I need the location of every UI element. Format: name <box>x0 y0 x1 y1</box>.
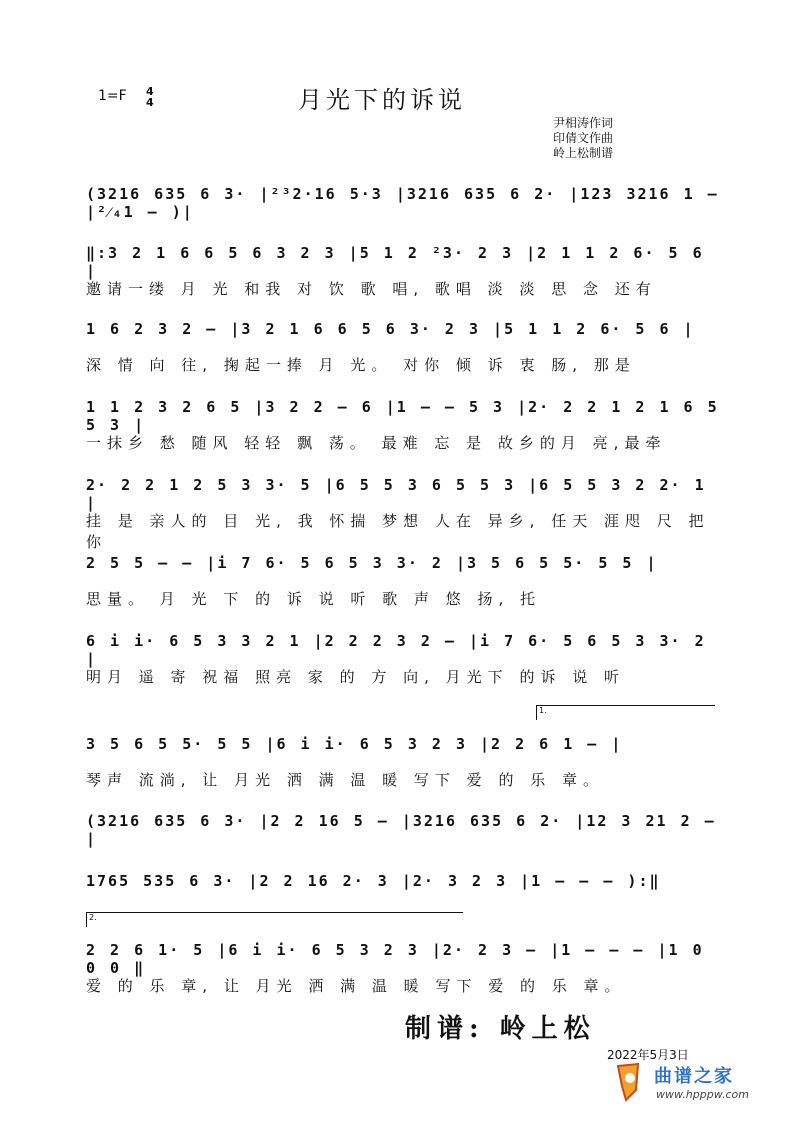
credit-composer: 印倩文作曲 <box>553 131 614 145</box>
signature: 制谱: 岭上松 <box>405 1014 596 1044</box>
lyrics: 邀请一缕 月 光 和我 对 饮 歌 唱, 歌唱 淡 淡 思 念 还有 <box>86 280 657 298</box>
volta-2: 2. <box>86 912 463 927</box>
notes: 1 6 2 3 2 – |3 2 1 6 6 5 6 3· 2 3 |5 1 1 2 6· 5 6 | <box>86 320 695 338</box>
lyrics: 挂 是 亲人的 目 光, 我 怀揣 梦想 人在 异乡, 任天 涯咫 尺 把 你 <box>86 512 710 551</box>
lyrics: 明月 遥 寄 祝福 照亮 家 的 方 向, 月光下 的诉 说 听 <box>86 668 625 686</box>
notes: 1 1 2 3 2 6 5 |3 2 2 – 6 |1 – – 5 3 |2· 2 2 1 2 1 6 5 5 3 | <box>86 398 719 434</box>
meter-top: 4 <box>146 85 154 98</box>
notes: 2· 2 2 1 2 5 3 3· 5 |6 5 5 3 6 5 5 3 |6 5 5 3 2 2· 1 | <box>86 476 706 512</box>
notes: 6 i i· 6 5 3 3 2 1 |2 2 2 3 2 – |i 7 6· 5 6 5 3 3· 2 | <box>86 632 706 668</box>
notes: 1765 535 6 3· |2 2 16 2· 3 |2· 3 2 3 |1 – – – ):‖ <box>86 872 661 890</box>
score-line-5 <box>82 476 722 556</box>
date: 2022年5月3日 <box>607 1048 689 1062</box>
logo-icon <box>612 1060 652 1104</box>
logo-url: www.hpppw.com <box>656 1088 749 1101</box>
lyrics: 琴声 流淌, 让 月光 洒 满 温 暖 写下 爱 的 乐 章。 <box>86 771 604 789</box>
site-logo <box>612 1058 792 1113</box>
score-line-6 <box>82 554 722 634</box>
score-line-11 <box>82 941 722 1021</box>
song-title: 月光下的诉说 <box>298 86 466 114</box>
key-signature: 1=F <box>98 88 127 104</box>
lyrics: 爱 的 乐 章, 让 月光 洒 满 温 暖 写下 爱 的 乐 章。 <box>86 977 626 995</box>
credit-transcriber: 岭上松制谱 <box>553 146 614 160</box>
score-line-2 <box>82 244 722 324</box>
notes: 2 2 6 1· 5 |6 i i· 6 5 3 2 3 |2· 2 3 – |1 – – – |1 0 0 0 ‖ <box>86 941 704 977</box>
score-line-8 <box>82 735 722 815</box>
meter-bottom: 4 <box>146 96 154 109</box>
score-line-3 <box>82 320 722 400</box>
lyrics: 思量。 月 光 下 的 诉 说 听 歌 声 悠 扬, 托 <box>86 590 541 608</box>
notes: 2 5 5 – – |i 7 6· 5 6 5 3 3· 2 |3 5 6 5 5· 5 5 | <box>86 554 658 572</box>
time-signature <box>146 86 154 108</box>
credits <box>553 116 613 161</box>
score-line-7 <box>82 632 722 712</box>
logo-name: 曲谱之家 <box>654 1066 734 1087</box>
notes: (3216 635 6 3· |2 2 16 5 – |3216 635 6 2· |12 3 21 2 – | <box>86 812 716 848</box>
lyrics: 一抹乡 愁 随风 轻轻 飘 荡。 最难 忘 是 故乡的月 亮,最牵 <box>86 434 667 452</box>
notes: ‖:3 2 1 6 6 5 6 3 2 3 |5 1 2 ²3· 2 3 |2 1 1 2 6· 5 6 | <box>86 244 704 280</box>
volta-1: 1. <box>536 705 715 720</box>
notes: (3216 635 6 3· |²³2·16 5·3 |3216 635 6 2· |123 3216 1 – |²⁄₄1 – )| <box>86 185 719 221</box>
lyrics: 深 情 向 往, 掬起一捧 月 光。 对你 倾 诉 衷 肠, 那是 <box>86 356 636 374</box>
credit-lyricist: 尹相涛作词 <box>553 116 614 130</box>
score-line-4 <box>82 398 722 478</box>
notes: 3 5 6 5 5· 5 5 |6 i i· 6 5 3 2 3 |2 2 6 1 – | <box>86 735 623 753</box>
